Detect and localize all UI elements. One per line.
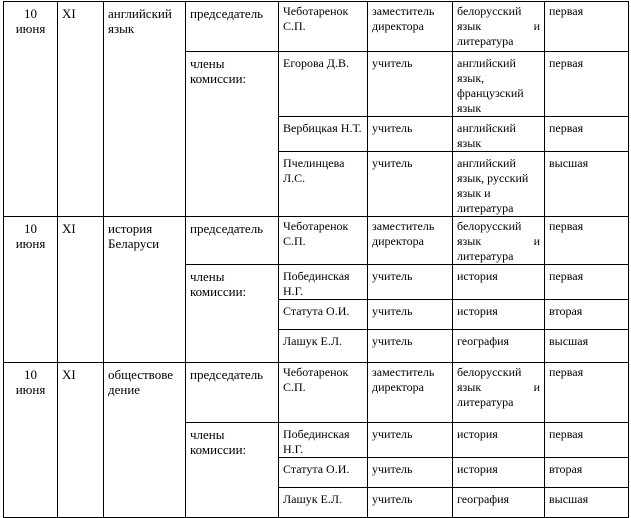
members-label: члены комиссии: (186, 265, 279, 363)
member-position: заместитель директора (368, 217, 453, 265)
table-row (4, 217, 629, 265)
date-month: июня (15, 21, 46, 36)
member-category: первая (545, 2, 629, 52)
date-day: 10 (24, 6, 37, 21)
specialty-word: язык (457, 380, 482, 394)
chair-label: председатель (186, 217, 279, 265)
specialty-line: белорусский (457, 365, 522, 379)
member-name: Лашук Е.Л. (279, 488, 368, 518)
member-name: Лашук Е.Л. (279, 330, 368, 363)
commission-table (3, 1, 629, 518)
member-category: первая (545, 423, 629, 458)
member-category: первая (545, 117, 629, 152)
member-position: учитель (368, 423, 453, 458)
member-name: Егорова Д.В. (279, 52, 368, 117)
specialty-line: белорусский (457, 219, 522, 233)
specialty-word: язык (457, 234, 482, 248)
specialty-line: литература (457, 34, 514, 48)
member-specialty: история (453, 423, 545, 458)
date-day: 10 (24, 367, 37, 382)
chair-label: председатель (186, 363, 279, 423)
specialty-line: литература (457, 249, 514, 263)
member-position: учитель (368, 152, 453, 217)
member-category: вторая (545, 458, 629, 488)
member-position: заместитель директора (368, 363, 453, 423)
member-category: высшая (545, 330, 629, 363)
table-row (4, 363, 629, 423)
member-category: высшая (545, 488, 629, 518)
member-specialty: английский язык (453, 117, 545, 152)
specialty-line: белорусский (457, 4, 522, 18)
member-specialty (453, 363, 545, 423)
member-name: Чеботаренок С.П. (279, 2, 368, 52)
date-cell (4, 2, 58, 217)
member-category: первая (545, 363, 629, 423)
member-name: Статута О.И. (279, 458, 368, 488)
member-position: учитель (368, 117, 453, 152)
subject-cell: английский язык (104, 2, 186, 217)
member-position: учитель (368, 330, 453, 363)
member-specialty: английский язык, русский язык и литература (453, 152, 545, 217)
class-cell: XI (58, 363, 104, 518)
member-category: первая (545, 52, 629, 117)
date-cell (4, 363, 58, 518)
member-specialty (453, 2, 545, 52)
specialty-line (457, 19, 540, 34)
member-name: Пчелинцева Л.С. (279, 152, 368, 217)
class-cell: XI (58, 217, 104, 363)
subject-cell: история Беларуси (104, 217, 186, 363)
specialty-word: и (533, 234, 540, 248)
member-position: заместитель директора (368, 2, 453, 52)
member-category: первая (545, 217, 629, 265)
member-specialty: история (453, 300, 545, 330)
specialty-line (457, 380, 540, 395)
member-name: Вербицкая Н.Т. (279, 117, 368, 152)
member-category: вторая (545, 300, 629, 330)
date-day: 10 (24, 221, 37, 236)
member-name: Чеботаренок С.П. (279, 217, 368, 265)
date-cell (4, 217, 58, 363)
specialty-word: и (533, 380, 540, 394)
member-category: высшая (545, 152, 629, 217)
members-label: члены комиссии: (186, 423, 279, 518)
date-month: июня (15, 382, 46, 397)
member-specialty: английский язык, французский язык (453, 52, 545, 117)
member-name: Побединская Н.Г. (279, 423, 368, 458)
subject-cell: обществове дение (104, 363, 186, 518)
chair-label: председатель (186, 2, 279, 52)
members-label: члены комиссии: (186, 52, 279, 217)
specialty-line: литература (457, 395, 514, 409)
member-name: Побединская Н.Г. (279, 265, 368, 300)
member-position: учитель (368, 265, 453, 300)
member-position: учитель (368, 300, 453, 330)
date-month: июня (15, 236, 46, 251)
member-specialty (453, 217, 545, 265)
specialty-word: язык (457, 19, 482, 33)
member-specialty: география (453, 488, 545, 518)
specialty-word: и (533, 19, 540, 33)
member-name: Статута О.И. (279, 300, 368, 330)
member-position: учитель (368, 488, 453, 518)
specialty-line (457, 234, 540, 249)
member-category: первая (545, 265, 629, 300)
member-position: учитель (368, 458, 453, 488)
member-specialty: география (453, 330, 545, 363)
table-row (4, 2, 629, 52)
class-cell: XI (58, 2, 104, 217)
member-name: Чеботаренок С.П. (279, 363, 368, 423)
member-specialty: история (453, 265, 545, 300)
member-position: учитель (368, 52, 453, 117)
member-specialty: история (453, 458, 545, 488)
